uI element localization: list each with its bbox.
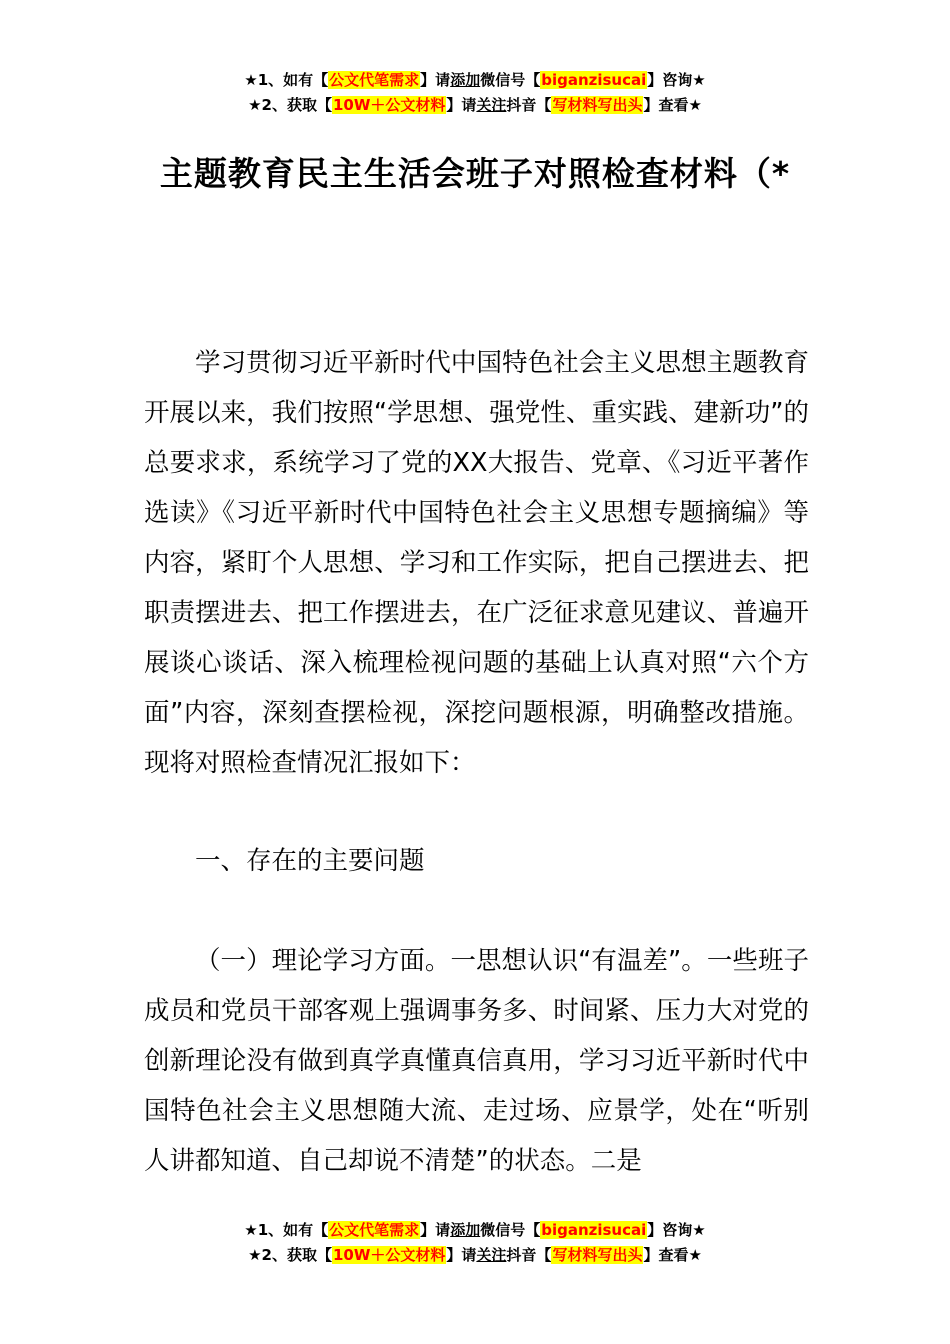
section-heading: 一、存在的主要问题	[195, 846, 425, 876]
section-paragraph: （一）理论学习方面。一思想认识“有温差”。一些班子成员和党员干部客观上强调事务多、时间紧、压力大对党的创新理论没有做到真学真懂真信真用，学习习近平新时代中国特色社会主义思想随大流、走过场、应景学，处在“听别人讲都知道、自己却说不清楚”的状态。二是	[144, 946, 809, 1176]
bottom-banner-line-1	[0, 1218, 950, 1243]
intro-paragraph: 学习贯彻习近平新时代中国特色社会主义思想主题教育开展以来，我们按照“学思想、强党性、重实践、建新功”的总要求求，系统学习了党的XX大报告、党章、《习近平著作选读》《习近平新时代中国特色社会主义思想专题摘编》等内容，紧盯个人思想、学习和工作实际，把自己摆进去、把职责摆进去、把工作摆进去，在广泛征求意见建议、普遍开展谈心谈话、深入梳理检视问题的基础上认真对照“六个方面”内容，深刻查摆检视，深挖问题根源，明确整改措施。现将对照检查情况汇报如下：	[144, 348, 809, 778]
banner-line-2-prefix: ★2、获取【	[248, 96, 332, 114]
bottom-banner	[0, 1218, 950, 1268]
banner-line-1-middle-b: 微信号【	[480, 71, 541, 89]
bottom-banner-line-2-middle-b: 抖音【	[506, 1246, 552, 1264]
banner-line-2-underlined: 关注	[476, 96, 507, 114]
bottom-banner-line-2-highlight-materials: 10W＋公文材料	[332, 1246, 446, 1264]
bottom-banner-line-2-underlined: 关注	[476, 1246, 507, 1264]
bottom-banner-line-1-underlined: 添加	[450, 1221, 481, 1239]
section-heading-block	[144, 836, 809, 886]
intro-paragraph-block	[144, 338, 809, 788]
banner-line-2	[0, 93, 950, 118]
banner-line-2-middle-a: 】请	[446, 96, 477, 114]
bottom-banner-line-2-suffix: 】查看★	[643, 1246, 702, 1264]
bottom-banner-line-2-middle-a: 】请	[446, 1246, 477, 1264]
top-banner	[0, 68, 950, 118]
bottom-banner-line-1-middle-a: 】请	[420, 1221, 451, 1239]
banner-line-2-middle-b: 抖音【	[506, 96, 552, 114]
bottom-banner-line-2	[0, 1243, 950, 1268]
section-paragraph-block	[144, 936, 809, 1186]
document-title: 主题教育民主生活会班子对照检查材料（*	[159, 154, 791, 193]
banner-line-1	[0, 68, 950, 93]
bottom-banner-line-1-highlight-wechat: biganzisucai	[541, 1221, 647, 1239]
banner-line-1-highlight-service: 公文代笔需求	[329, 71, 420, 89]
bottom-banner-line-2-prefix: ★2、获取【	[248, 1246, 332, 1264]
banner-line-1-suffix: 】咨询★	[647, 71, 706, 89]
banner-line-1-underlined: 添加	[450, 71, 481, 89]
banner-line-1-highlight-wechat: biganzisucai	[541, 71, 647, 89]
bottom-banner-line-1-highlight-service: 公文代笔需求	[329, 1221, 420, 1239]
bottom-banner-line-1-prefix: ★1、如有【	[244, 1221, 329, 1239]
banner-line-2-suffix: 】查看★	[643, 96, 702, 114]
banner-line-1-middle-a: 】请	[420, 71, 451, 89]
banner-line-1-prefix: ★1、如有【	[244, 71, 329, 89]
bottom-banner-line-1-middle-b: 微信号【	[480, 1221, 541, 1239]
banner-line-2-highlight-materials: 10W＋公文材料	[332, 96, 446, 114]
bottom-banner-line-1-suffix: 】咨询★	[647, 1221, 706, 1239]
bottom-banner-line-2-highlight-douyin: 写材料写出头	[552, 1246, 643, 1264]
banner-line-2-highlight-douyin: 写材料写出头	[552, 96, 643, 114]
